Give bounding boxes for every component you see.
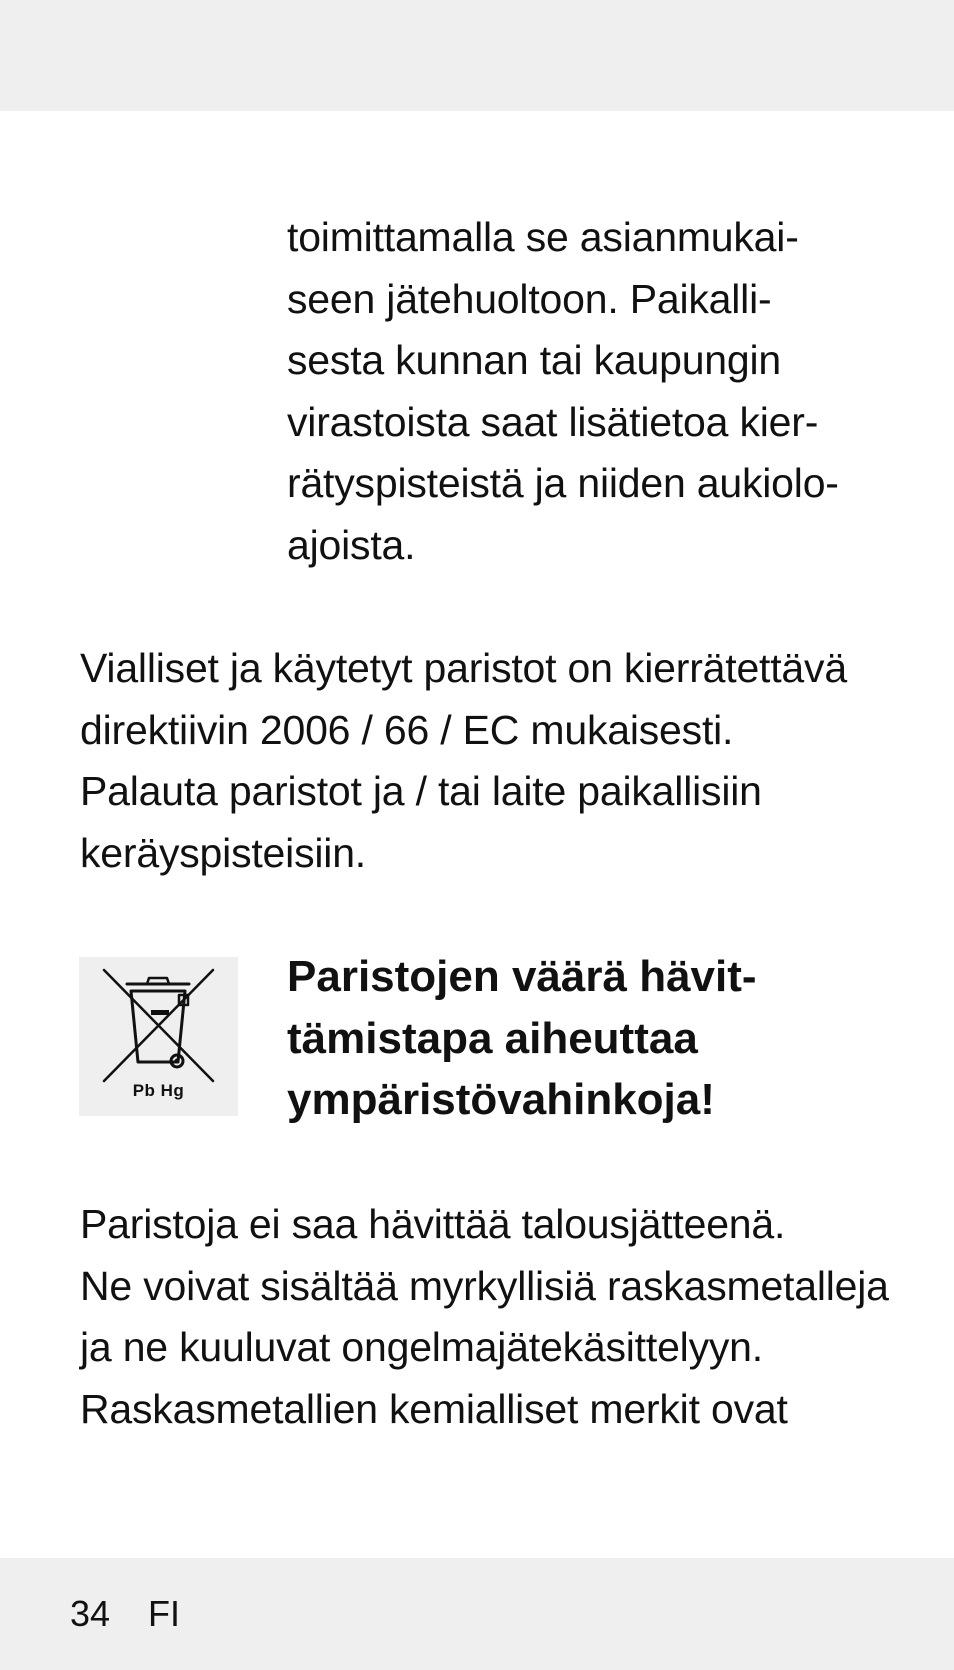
- text-line: Palauta paristot ja / tai laite paikallisiin: [80, 768, 762, 814]
- text-line: virastoista saat lisätietoa kier-: [287, 398, 819, 445]
- toxic-heavy-metals-paragraph: [80, 1194, 889, 1440]
- language-code: FI: [148, 1593, 181, 1634]
- heading-line: ympäristövahinkoja!: [287, 1075, 715, 1124]
- text-line: keräyspisteisiin.: [80, 829, 366, 876]
- heavy-metals-label: Pb Hg: [132, 1081, 185, 1100]
- header-band: [0, 0, 954, 111]
- heading-line: tämistapa aiheuttaa: [287, 1013, 698, 1063]
- text-line: Raskasmetallien kemialliset merkit ovat: [80, 1385, 788, 1432]
- text-line: seen jätehuoltoon. Paikalli-: [287, 275, 772, 322]
- heading-line: Paristojen väärä hävit-: [287, 952, 757, 1001]
- disposal-paragraph-continued: [287, 207, 839, 576]
- text-line: rätyspisteistä ja niiden aukiolo-: [287, 460, 839, 506]
- text-line: toimittamalla se asianmukai-: [287, 214, 799, 260]
- text-line: Paristoja ei saa hävittää talousjätteenä.: [80, 1201, 786, 1247]
- page-number: 34: [70, 1593, 111, 1634]
- text-line: ajoista.: [287, 521, 416, 568]
- page-footer: [70, 1589, 180, 1639]
- environmental-warning-heading: [287, 946, 757, 1131]
- crossed-out-wheelie-bin-icon: [79, 957, 238, 1116]
- text-line: Vialliset ja käytetyt paristot on kierrätettävä: [80, 645, 847, 691]
- text-line: direktiivin 2006 / 66 / EC mukaisesti.: [80, 706, 734, 753]
- text-line: Ne voivat sisältää myrkyllisiä raskasmetalleja: [80, 1262, 889, 1309]
- text-line: sesta kunnan tai kaupungin: [287, 337, 782, 383]
- battery-directive-paragraph: [80, 638, 847, 884]
- text-line: ja ne kuuluvat ongelmajätekäsittelyyn.: [80, 1324, 763, 1370]
